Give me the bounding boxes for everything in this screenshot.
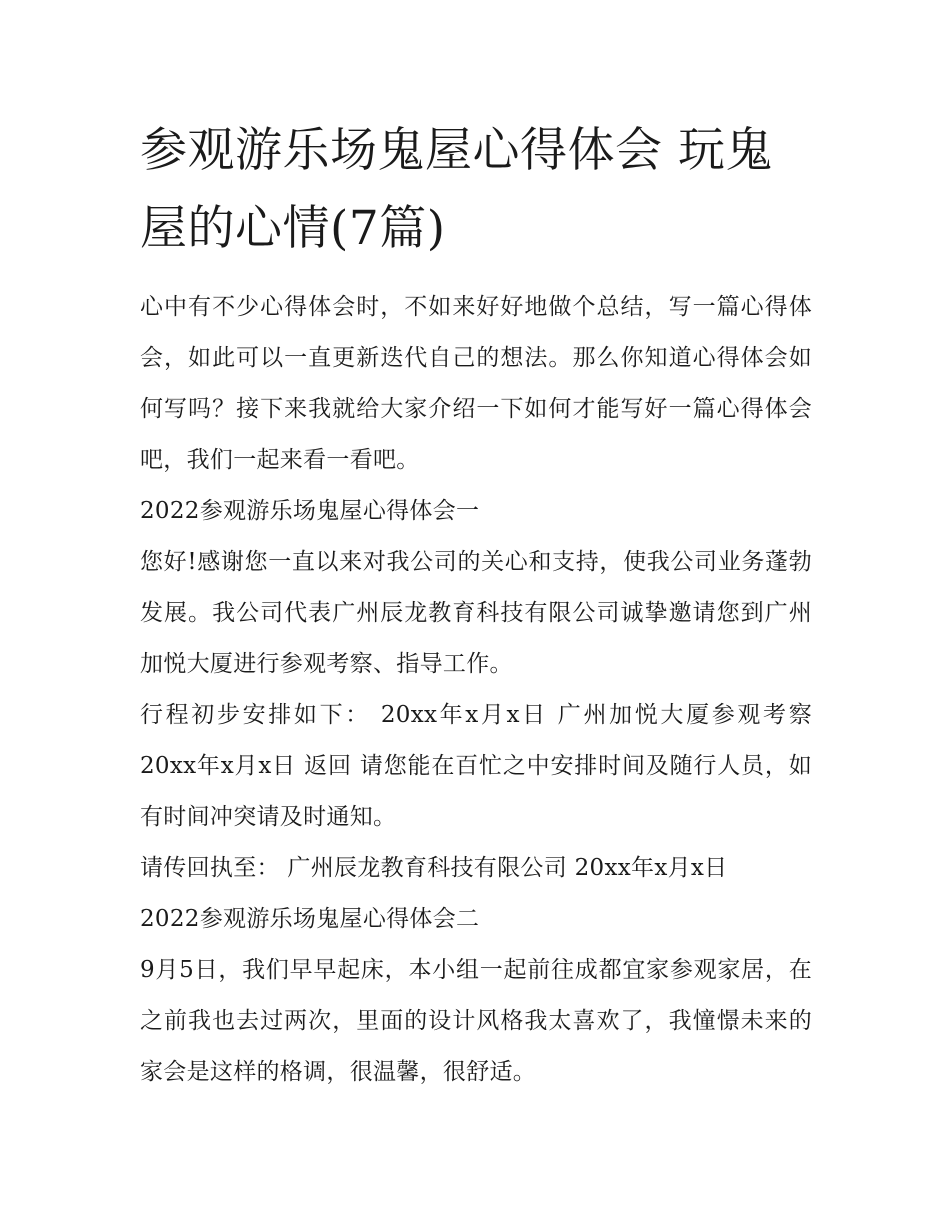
section-heading-2: 2022参观游乐场鬼屋心得体会二 bbox=[140, 906, 480, 932]
invitation-paragraph: 您好!感谢您一直以来对我公司的关心和支持，使我公司业务蓬勃发展。我公司代表广州辰龙教育科技有限公司诚挚邀请您到广州加悦大厦进行参观考察、指导工作。 bbox=[140, 549, 812, 677]
visit-paragraph: 9月5日，我们早早起床，本小组一起前往成都宜家参观家居，在之前我也去过两次，里面的设计风格我太喜欢了，我憧憬未来的家会是这样的格调，很温馨，很舒适。 bbox=[140, 957, 812, 1085]
document-page bbox=[140, 112, 812, 1098]
document-title: 参观游乐场鬼屋心得体会 玩鬼屋的心情(7篇) bbox=[140, 123, 773, 256]
section-heading-1: 2022参观游乐场鬼屋心得体会一 bbox=[140, 498, 480, 524]
schedule-paragraph: 行程初步安排如下： 20xx年x月x日 广州加悦大厦参观考察 20xx年x月x日 返回 请您能在百忙之中安排时间及随行人员，如有时间冲突请及时通知。 bbox=[140, 702, 812, 830]
reply-paragraph: 请传回执至： 广州辰龙教育科技有限公司 20xx年x月x日 bbox=[140, 855, 728, 881]
intro-paragraph: 心中有不少心得体会时，不如来好好地做个总结，写一篇心得体会，如此可以一直更新迭代自己的想法。那么你知道心得体会如何写吗？接下来我就给大家介绍一下如何才能写好一篇心得体会吧，我们一起来看一看吧。 bbox=[140, 294, 812, 473]
